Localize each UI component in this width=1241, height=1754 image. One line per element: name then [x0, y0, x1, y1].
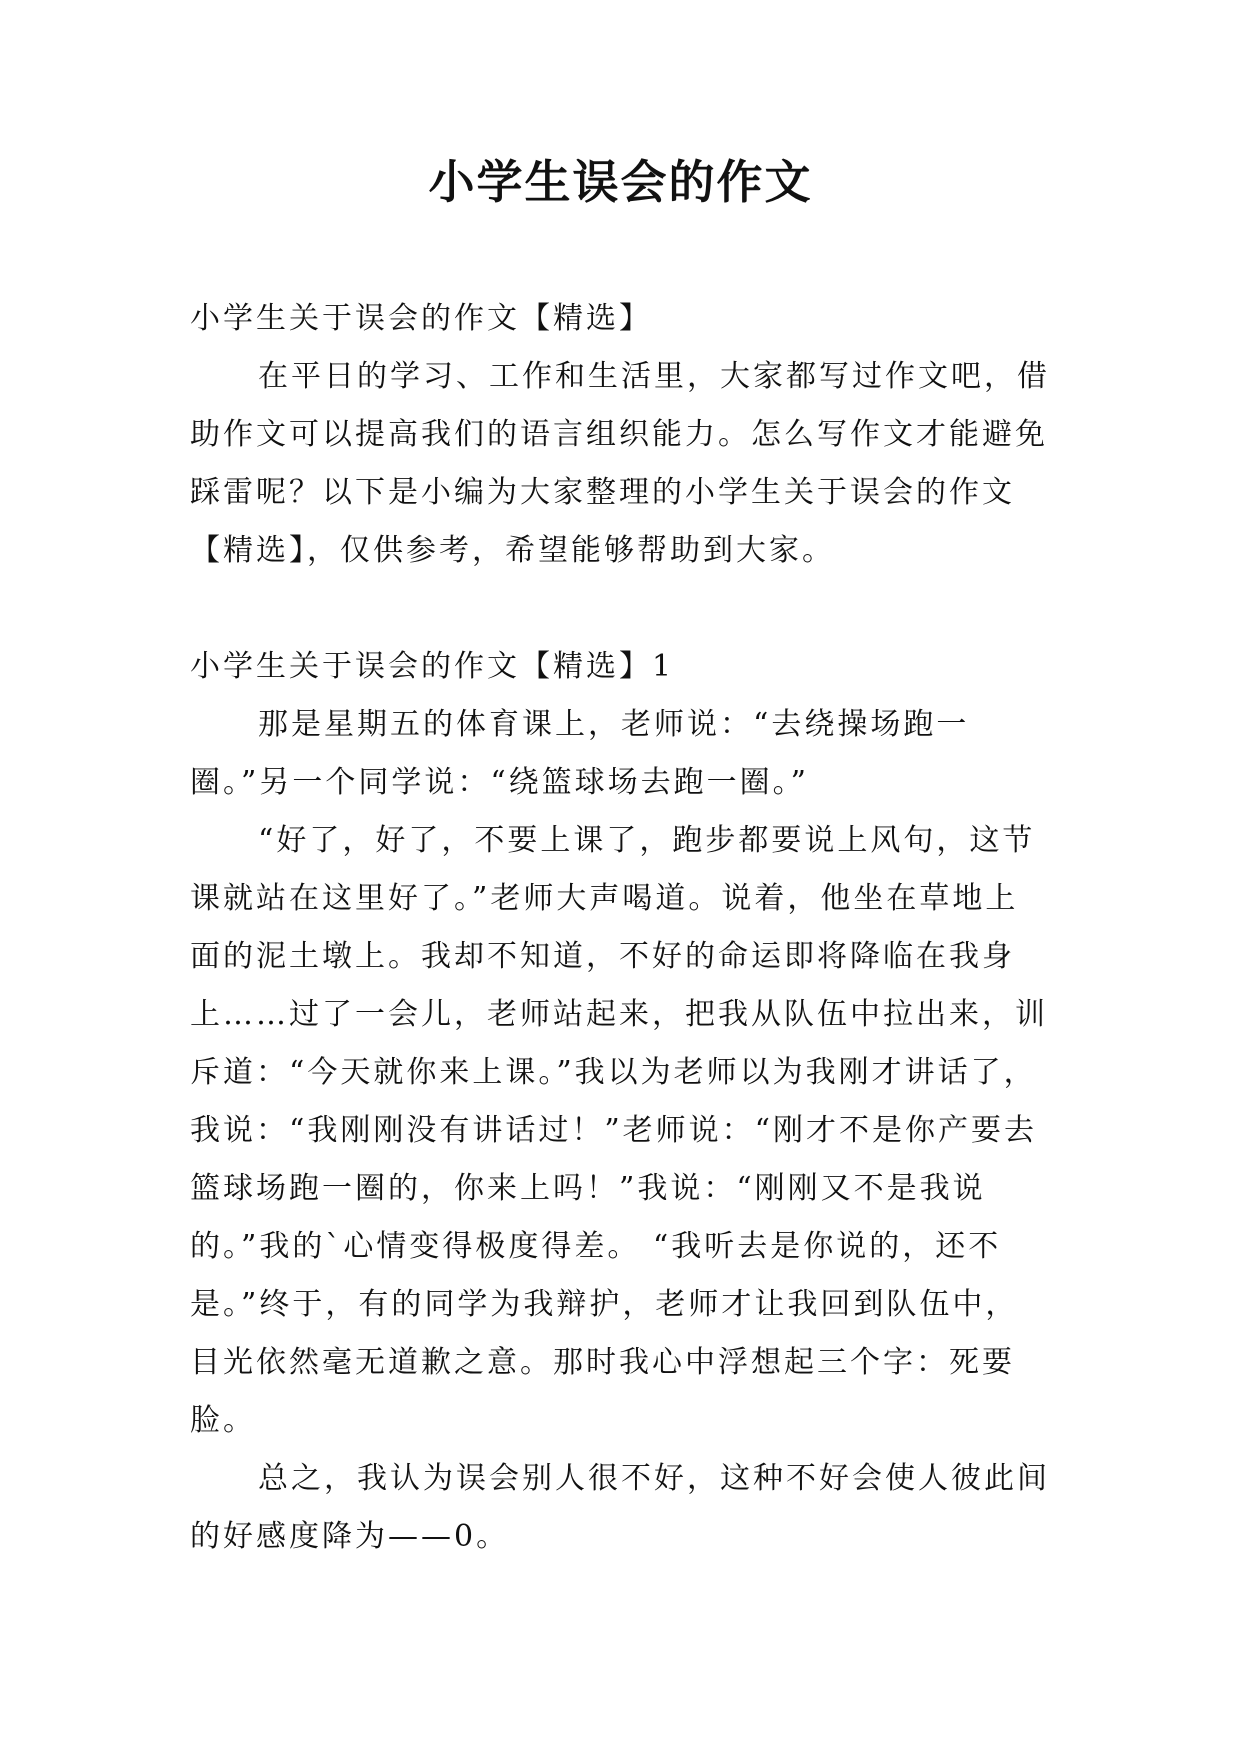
intro-heading: 小学生关于误会的作文【精选】	[190, 301, 652, 336]
section-heading: 小学生关于误会的作文【精选】1	[190, 649, 675, 684]
essay-paragraph: 那是星期五的体育课上，老师说：“去绕操场跑一圈。”另一个同学说：“绕篮球场去跑一圈。”	[190, 707, 970, 800]
document-body	[190, 290, 1050, 1566]
essay-paragraph: 总之，我认为误会别人很不好，这种不好会使人彼此间的好感度降为——0。	[190, 1461, 1050, 1554]
section-spacer	[190, 580, 1050, 638]
essay-paragraph: “好了，好了，不要上课了，跑步都要说上风句，这节课就站在这里好了。”老师大声喝道。说着，他坐在草地上面的泥土墩上。我却不知道，不好的命运即将降临在我身上……过了一会儿，老师站起来，把我从队伍中拉出来，训斥道：“今天就你来上课。”我以为老师以为我刚才讲话了，我说：“我刚刚没有讲话过！”老师说：“刚才不是你产要去篮球场跑一圈的，你来上吗！”我说：“刚刚又不是我说的。”我的`心情变得极度得差。 “我听去是你说的，还不是。”终于，有的同学为我辩护，老师才让我回到队伍中，目光依然毫无道歉之意。那时我心中浮想起三个字：死要脸。	[190, 823, 1048, 1438]
intro-paragraph: 在平日的学习、工作和生活里，大家都写过作文吧，借助作文可以提高我们的语言组织能力。怎么写作文才能避免踩雷呢？以下是小编为大家整理的小学生关于误会的作文【精选】，仅供参考，希望能够帮助到大家。	[190, 359, 1050, 568]
document-title: 小学生误会的作文	[428, 155, 813, 209]
